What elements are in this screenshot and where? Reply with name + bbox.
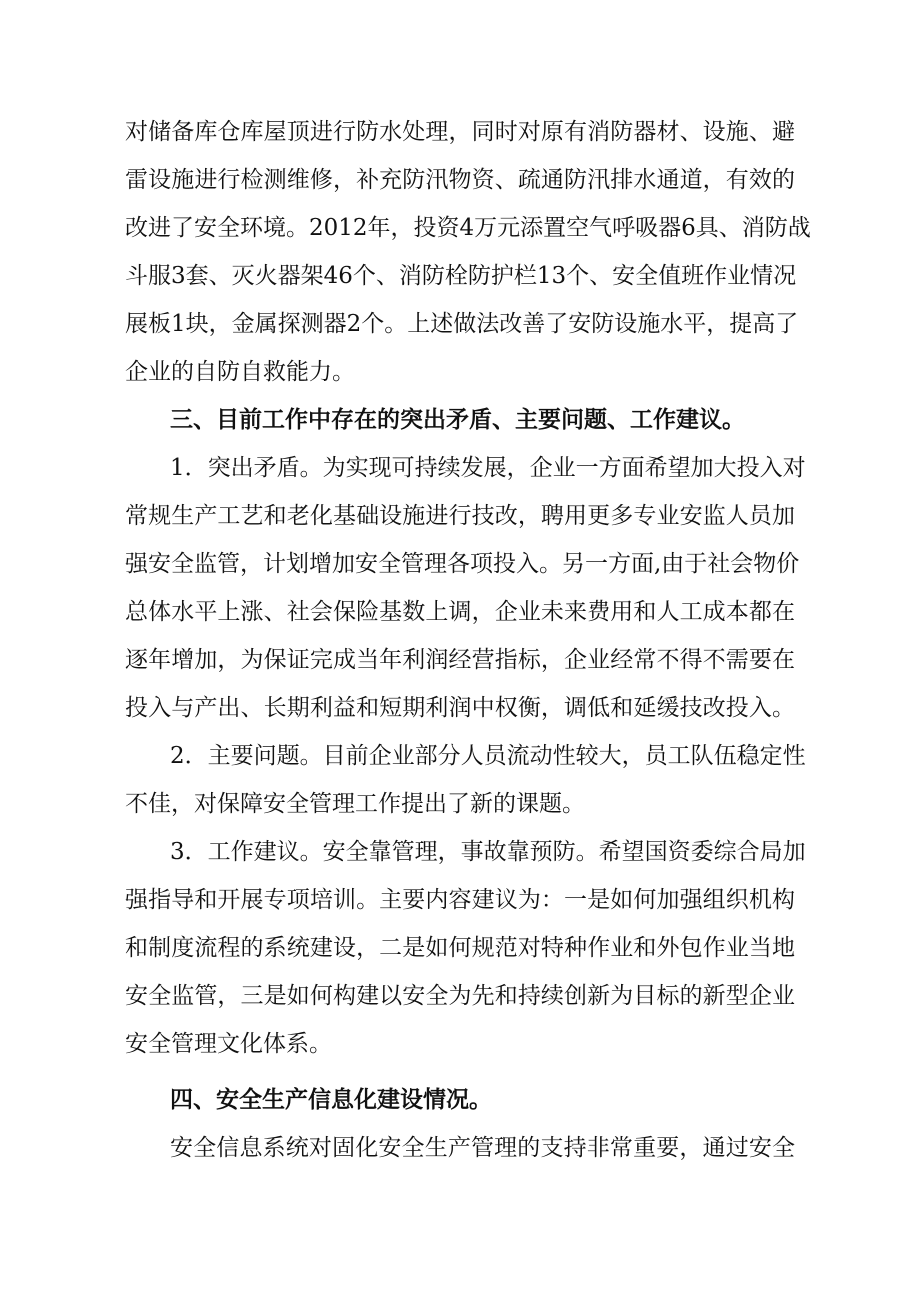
text-line: 逐年增加，为保证完成当年利润经营指标，企业经常不得不需要在 — [125, 647, 795, 673]
text-line: 和制度流程的系统建设，二是如何规范对特种作业和外包作业当地 — [125, 935, 795, 961]
text-line: 对储备库仓库屋顶进行防水处理，同时对原有消防器材、设施、避 — [125, 119, 795, 145]
text-line: 不佳，对保障安全管理工作提出了新的课题。 — [125, 791, 585, 817]
text-line: 斗服3套、灭火器架46个、消防栓防护栏13个、安全值班作业情况 — [125, 263, 797, 289]
text-line: 投入与产出、长期利益和短期利润中权衡，调低和延缓技改投入。 — [125, 695, 795, 721]
text-line: 安全管理文化体系。 — [125, 1031, 332, 1057]
text-line: 2．主要问题。目前企业部分人员流动性较大，员工队伍稳定性 — [170, 743, 806, 769]
text-line: 总体水平上涨、社会保险基数上调，企业未来费用和人工成本都在 — [125, 599, 795, 625]
text-line: 安全监管，三是如何构建以安全为先和持续创新为目标的新型企业 — [125, 983, 795, 1009]
text-line: 3．工作建议。安全靠管理，事故靠预防。希望国资委综合局加 — [170, 839, 806, 865]
section-heading: 三、目前工作中存在的突出矛盾、主要问题、工作建议。 — [170, 407, 745, 433]
text-line: 强安全监管，计划增加安全管理各项投入。另一方面,由于社会物价 — [125, 551, 800, 577]
section-heading: 四、安全生产信息化建设情况。 — [170, 1087, 492, 1113]
text-line: 展板1块，金属探测器2个。上述做法改善了安防设施水平，提高了 — [125, 311, 799, 337]
text-line: 安全信息系统对固化安全生产管理的支持非常重要，通过安全 — [170, 1135, 795, 1161]
text-line: 企业的自防自救能力。 — [125, 359, 355, 385]
text-line: 强指导和开展专项培训。主要内容建议为：一是如何加强组织机构 — [125, 887, 795, 913]
text-line: 1．突出矛盾。为实现可持续发展，企业一方面希望加大投入对 — [170, 455, 806, 481]
text-line: 雷设施进行检测维修，补充防汛物资、疏通防汛排水通道，有效的 — [125, 167, 795, 193]
text-line: 改进了安全环境。2012年，投资4万元添置空气呼吸器6具、消防战 — [125, 215, 811, 241]
text-line: 常规生产工艺和老化基础设施进行技改，聘用更多专业安监人员加 — [125, 503, 795, 529]
